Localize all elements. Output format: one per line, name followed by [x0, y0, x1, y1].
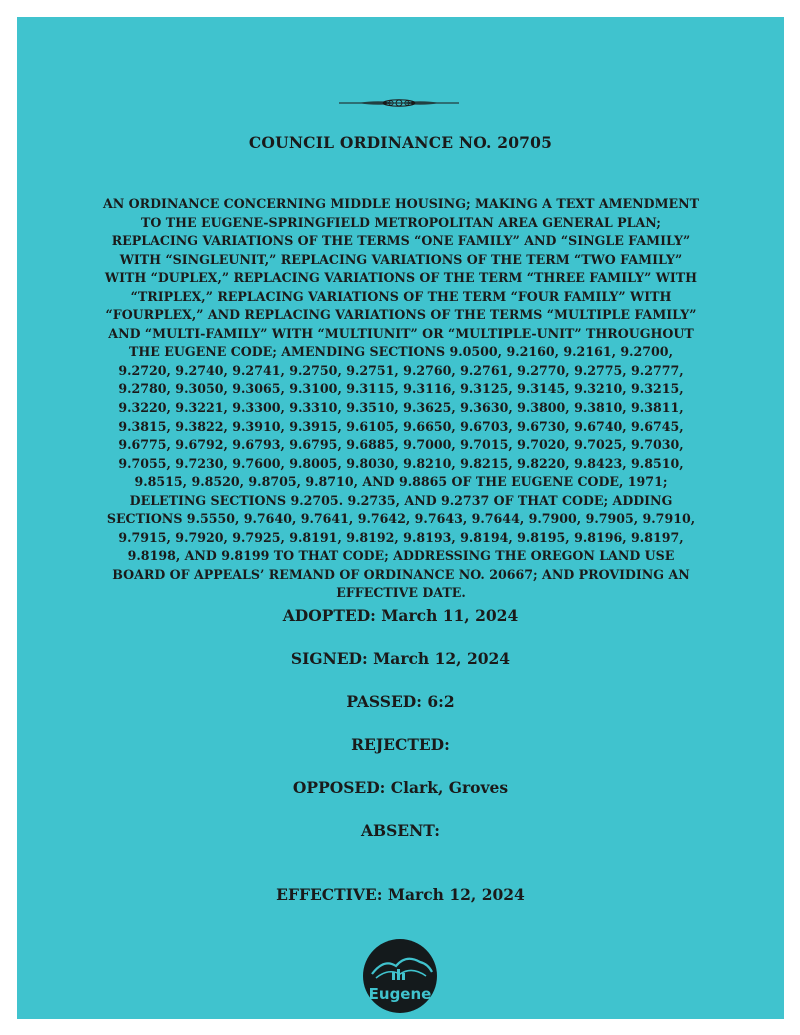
signed-date: SIGNED: March 12, 2024: [290, 649, 511, 668]
decorative-divider-icon: [339, 96, 459, 110]
effective-date: EFFECTIVE: March 12, 2024: [276, 885, 525, 904]
city-of-eugene-logo: [362, 938, 438, 1014]
document-page: [17, 17, 784, 1019]
opposed-members: OPPOSED: Clark, Groves: [292, 778, 509, 797]
rejected-field: REJECTED:: [351, 735, 450, 754]
svg-text:Eugene: Eugene: [368, 985, 432, 1003]
adopted-date: ADOPTED: March 11, 2024: [282, 606, 519, 625]
absent-field: ABSENT:: [360, 821, 440, 840]
passed-vote: PASSED: 6:2: [346, 692, 455, 711]
ordinance-caption: AN ORDINANCE CONCERNING MIDDLE HOUSING; MAKING A TEXT AMENDMENT TO THE EUGENE-SPRINGFIELD METROPOLITAN AREA GENERAL PLAN; REPLACING VARIATIONS OF THE TERMS “ONE FAMILY” AND “SINGLE FAMILY” WITH “SINGLEUNIT,” REPLACING VARIATIONS OF THE TERM “TWO FAMILY” WITH “DUPLEX,” REPLACING VARIATIONS OF THE TERM “THREE FAMILY” WITH “TRIPLEX,” REPLACING VARIATIONS OF THE TERM “FOUR FAMILY” WITH “FOURPLEX,” AND REPLACING VARIATIONS OF THE TERMS “MULTIPLE FAMILY” AND “MULTI-FAMILY” WITH “MULTIUNIT” OR “MULTIPLE-UNIT” THROUGHOUT THE EUGENE CODE; AMENDING SECTIONS 9.0500, 9.2160, 9.2161, 9.2700, 9.2720, 9.2740, 9.2741, 9.2750, 9.2751, 9.2760, 9.2761, 9.2770, 9.2775, 9.2777, 9.2780, 9.3050, 9.3065, 9.3100, 9.3115, 9.3116, 9.3125, 9.3145, 9.3210, 9.3215, 9.3220, 9.3221, 9.3300, 9.3310, 9.3510, 9.3625, 9.3630, 9.3800, 9.3810, 9.3811, 9.3815, 9.3822, 9.3910, 9.3915, 9.6105, 9.6650, 9.6703, 9.6730, 9.6740, 9.6745, 9.6775, 9.6792, 9.6793, 9.6795, 9.6885, 9.7000, 9.7015, 9.7020, 9.7025, 9.7030, 9.7055, 9.7230, 9.7600, 9.8005, 9.8030, 9.8210, 9.8215, 9.8220, 9.8423, 9.8510, 9.8515, 9.8520, 9.8705, 9.8710, AND 9.8865 OF THE EUGENE CODE, 1971; DELETING SECTIONS 9.2705. 9.2735, AND 9.2737 OF THAT CODE; ADDING SECTIONS 9.5550, 9.7640, 9.7641, 9.7642, 9.7643, 9.7644, 9.7900, 9.7905, 9.7910, 9.7915, 9.7920, 9.7925, 9.8191, 9.8192, 9.8193, 9.8194, 9.8195, 9.8196, 9.8197, 9.8198, AND 9.8199 TO THAT CODE; ADDRESSING THE OREGON LAND USE BOARD OF APPEALS’ REMAND OF ORDINANCE NO. 20667; AND PROVIDING AN EFFECTIVE DATE.: [102, 196, 700, 601]
ordinance-title: COUNCIL ORDINANCE NO. 20705: [248, 133, 553, 152]
